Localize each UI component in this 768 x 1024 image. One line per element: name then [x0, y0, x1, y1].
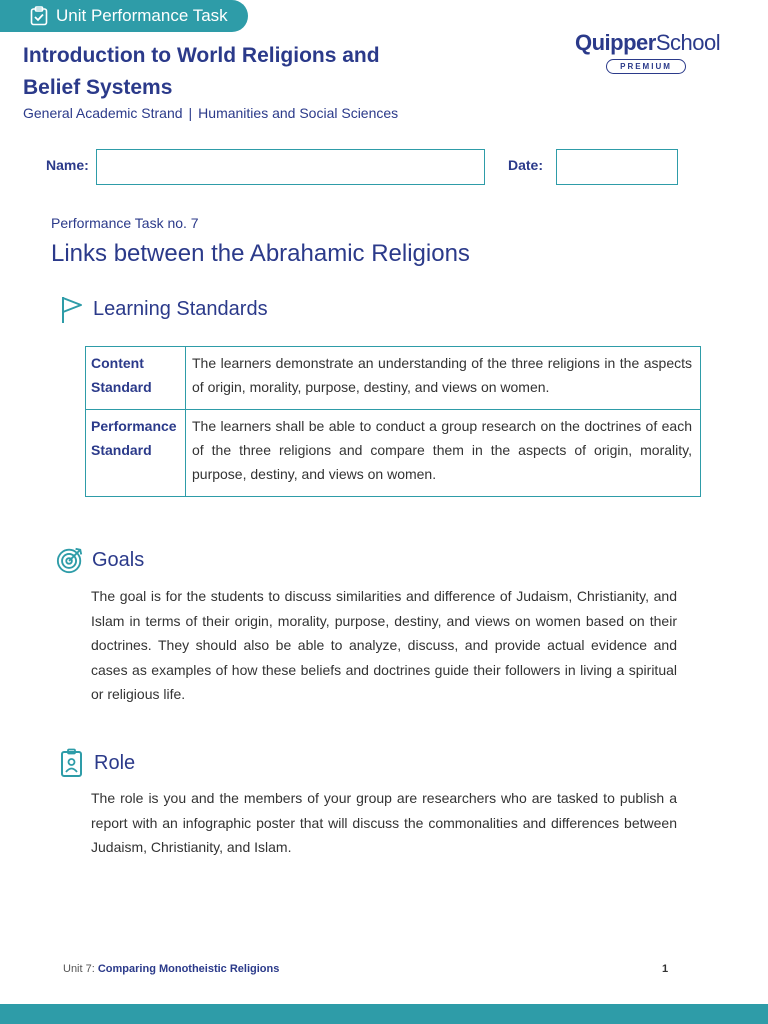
learning-standards-heading	[57, 294, 268, 324]
table-row	[86, 347, 701, 410]
page-number: 1	[662, 963, 669, 975]
goals-heading	[56, 545, 144, 575]
goals-paragraph: The goal is for the students to discuss similarities and difference of Judaism, Christianity, and Islam in terms of their origin, morality, purpose, destiny, and views on women based on their doctrines. They should also be able to analyze, discuss, and provide actual evidence and cases as examples of how these beliefs and doctrines guide their followers in living a spiritual or religious life.	[91, 588, 677, 702]
subject-name: Humanities and Social Sciences	[198, 105, 399, 121]
footer-unit	[63, 963, 279, 975]
logo-name-bold: Quipper	[575, 30, 656, 55]
logo-name-light: School	[655, 30, 721, 55]
name-label: Name:	[46, 157, 89, 173]
flag-icon	[57, 294, 85, 324]
date-label: Date:	[508, 157, 544, 173]
footer-unit-title: Comparing Monotheistic Religions	[97, 963, 280, 975]
logo-premium-badge: PREMIUM	[606, 59, 686, 74]
role-paragraph: The role is you and the members of your group are researchers who are tasked to publish a report with an infographic poster that will discuss the commonalities and differences between Judaism, Christianity, and Islam.	[91, 790, 677, 855]
bottom-bar	[0, 1004, 768, 1024]
quipperschool-logo	[575, 30, 721, 74]
role-title: Role	[94, 751, 136, 774]
goals-title: Goals	[92, 548, 145, 571]
performance-standard-label: Performance Standard	[86, 410, 186, 497]
table-row	[86, 410, 701, 497]
strand-name: General Academic Strand	[23, 105, 183, 121]
target-icon	[56, 545, 84, 575]
unit-performance-task-tag	[0, 0, 248, 32]
task-number: Performance Task no. 7	[51, 215, 199, 231]
id-badge-icon	[58, 748, 86, 778]
name-field[interactable]	[96, 149, 485, 185]
learning-standards-table	[85, 346, 701, 497]
logo-wordmark	[575, 30, 721, 56]
footer-unit-prefix: Unit 7:	[63, 963, 95, 975]
tag-label: Unit Performance Task	[56, 6, 228, 25]
strand-line	[23, 105, 398, 121]
content-standard-text: The learners demonstrate an understanding of the three religions in the aspects of origin, morality, purpose, destiny, and views on women.	[186, 347, 701, 410]
clipboard-check-icon	[30, 6, 48, 26]
content-standard-label: Content Standard	[86, 347, 186, 410]
learning-standards-title: Learning Standards	[93, 297, 268, 320]
strand-separator: |	[188, 105, 193, 121]
role-heading	[58, 748, 135, 778]
date-field[interactable]	[556, 149, 678, 185]
course-title: Introduction to World Religions and Belief Systems	[23, 44, 380, 99]
task-title: Links between the Abrahamic Religions	[51, 240, 470, 267]
performance-standard-text: The learners shall be able to conduct a group research on the doctrines of each of the three religions and compare them in the aspects of origin, morality, purpose, destiny, and views on women.	[186, 410, 701, 497]
